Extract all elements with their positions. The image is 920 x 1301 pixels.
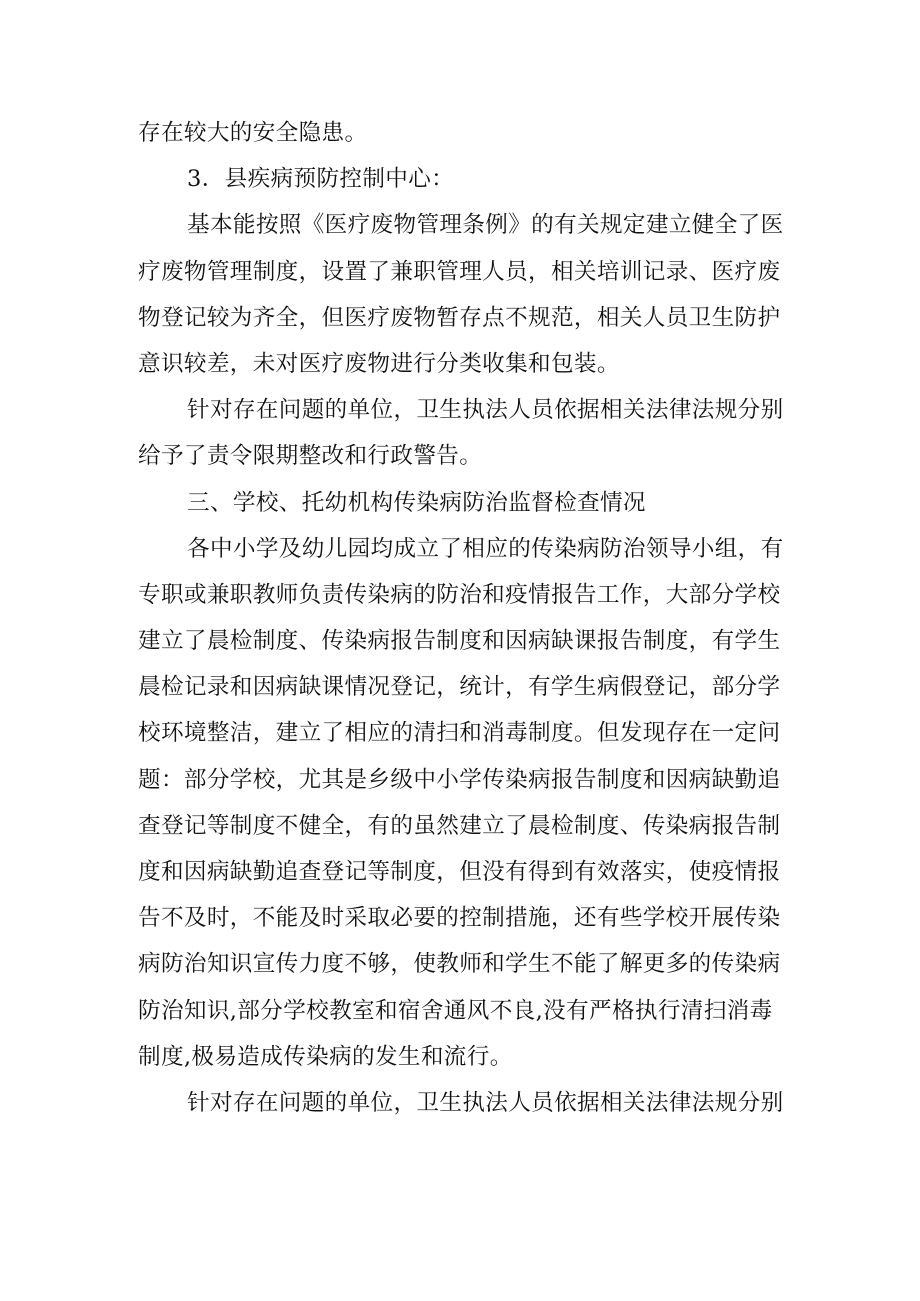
text-line: 疗废物管理制度，设置了兼职管理人员，相关培训记录、医疗废 — [138, 258, 781, 285]
text-line: 病防治知识宣传力度不够，使教师和学生不能了解更多的传染病 — [138, 951, 781, 978]
text-line: 存在较大的安全隐患。 — [138, 120, 368, 146]
text-line: 专职或兼职教师负责传染病的防治和疫情报告工作，大部分学校 — [138, 581, 781, 608]
text-line: 告不及时，不能及时采取必要的控制措施，还有些学校开展传染 — [138, 905, 781, 932]
text-line: 各中小学及幼儿园均成立了相应的传染病防治领导小组，有 — [187, 535, 784, 562]
section-heading: 三、学校、托幼机构传染病防治监督检查情况 — [187, 489, 646, 516]
text-line: 查登记等制度不健全，有的虽然建立了晨检制度、传染病报告制 — [138, 812, 781, 839]
text-line: 给予了责令限期整改和行政警告。 — [138, 443, 483, 470]
text-line: 度和因病缺勤追查登记等制度，但没有得到有效落实，使疫情报 — [138, 859, 781, 885]
section-heading: 3．县疾病预防控制中心： — [187, 166, 455, 193]
document-body — [138, 110, 794, 1126]
text-line: 基本能按照《医疗废物管理条例》的有关规定建立健全了医 — [187, 212, 784, 239]
text-line: 校环境整洁，建立了相应的清扫和消毒制度。但发现存在一定问 — [138, 720, 781, 747]
text-line: 针对存在问题的单位，卫生执法人员依据相关法律法规分别 — [187, 1089, 784, 1116]
text-line: 物登记较为齐全，但医疗废物暂存点不规范，相关人员卫生防护 — [138, 304, 781, 331]
text-line: 意识较差，未对医疗废物进行分类收集和包装。 — [138, 350, 620, 377]
text-line: 防治知识,部分学校教室和宿舍通风不良,没有严格执行清扫消毒 — [138, 997, 773, 1024]
text-line: 建立了晨检制度、传染病报告制度和因病缺课报告制度，有学生 — [138, 628, 781, 655]
text-line: 针对存在问题的单位，卫生执法人员依据相关法律法规分别 — [187, 397, 784, 424]
text-line: 制度,极易造成传染病的发生和流行。 — [138, 1043, 513, 1070]
text-line: 晨检记录和因病缺课情况登记，统计，有学生病假登记，部分学 — [138, 674, 781, 701]
text-line: 题：部分学校，尤其是乡级中小学传染病报告制度和因病缺勤追 — [138, 766, 781, 793]
